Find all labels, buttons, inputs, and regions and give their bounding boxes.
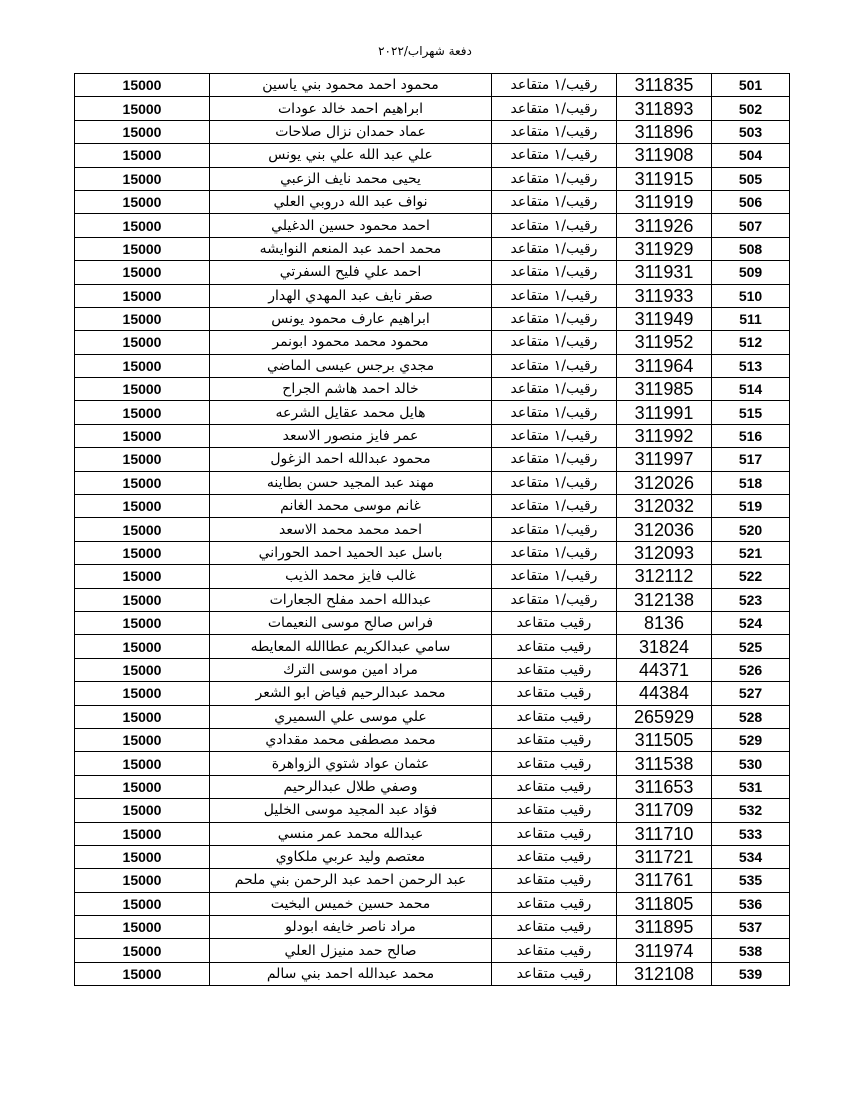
military-id-cell: 311893 [617, 97, 712, 120]
amount-cell: 15000 [75, 892, 210, 915]
rank-cell: رقيب متقاعد [492, 752, 617, 775]
name-cell: عمر فايز منصور الاسعد [210, 424, 492, 447]
serial-number-cell: 504 [712, 144, 790, 167]
rank-cell: رقيب/١ متقاعد [492, 565, 617, 588]
table-row [75, 775, 790, 798]
serial-number-cell: 518 [712, 471, 790, 494]
rank-cell: رقيب/١ متقاعد [492, 424, 617, 447]
serial-number-cell: 527 [712, 682, 790, 705]
name-cell: محمد حسين خميس البخيت [210, 892, 492, 915]
table-row [75, 799, 790, 822]
rank-cell: رقيب متقاعد [492, 892, 617, 915]
rank-cell: رقيب/١ متقاعد [492, 284, 617, 307]
military-id-cell: 311949 [617, 307, 712, 330]
rank-cell: رقيب متقاعد [492, 682, 617, 705]
military-id-cell: 312112 [617, 565, 712, 588]
serial-number-cell: 525 [712, 635, 790, 658]
military-id-cell: 311653 [617, 775, 712, 798]
military-id-cell: 311985 [617, 378, 712, 401]
rank-cell: رقيب/١ متقاعد [492, 237, 617, 260]
rank-cell: رقيب متقاعد [492, 822, 617, 845]
amount-cell: 15000 [75, 284, 210, 307]
table-row [75, 190, 790, 213]
serial-number-cell: 539 [712, 962, 790, 985]
serial-number-cell: 526 [712, 658, 790, 681]
rank-cell: رقيب/١ متقاعد [492, 74, 617, 97]
name-cell: باسل عبد الحميد احمد الحوراني [210, 541, 492, 564]
rank-cell: رقيب/١ متقاعد [492, 541, 617, 564]
serial-number-cell: 532 [712, 799, 790, 822]
roster-table [74, 73, 790, 986]
serial-number-cell: 506 [712, 190, 790, 213]
table-row [75, 658, 790, 681]
table-row [75, 916, 790, 939]
military-id-cell: 311895 [617, 916, 712, 939]
military-id-cell: 311709 [617, 799, 712, 822]
serial-number-cell: 537 [712, 916, 790, 939]
roster-table-body [75, 74, 790, 986]
rank-cell: رقيب/١ متقاعد [492, 448, 617, 471]
amount-cell: 15000 [75, 214, 210, 237]
name-cell: مراد امين موسى الترك [210, 658, 492, 681]
name-cell: غانم موسى محمد الغانم [210, 495, 492, 518]
serial-number-cell: 501 [712, 74, 790, 97]
rank-cell: رقيب متقاعد [492, 775, 617, 798]
amount-cell: 15000 [75, 962, 210, 985]
table-row [75, 869, 790, 892]
name-cell: احمد محمد محمد الاسعد [210, 518, 492, 541]
name-cell: وصفي طلال عبدالرحيم [210, 775, 492, 798]
table-row [75, 635, 790, 658]
military-id-cell: 311538 [617, 752, 712, 775]
serial-number-cell: 528 [712, 705, 790, 728]
serial-number-cell: 523 [712, 588, 790, 611]
name-cell: معتصم وليد عربي ملكاوي [210, 845, 492, 868]
amount-cell: 15000 [75, 658, 210, 681]
amount-cell: 15000 [75, 799, 210, 822]
table-row [75, 214, 790, 237]
military-id-cell: 311710 [617, 822, 712, 845]
name-cell: سامي عبدالكريم عطاالله المعايطه [210, 635, 492, 658]
serial-number-cell: 521 [712, 541, 790, 564]
table-row [75, 401, 790, 424]
rank-cell: رقيب/١ متقاعد [492, 518, 617, 541]
serial-number-cell: 533 [712, 822, 790, 845]
name-cell: ابراهيم احمد خالد عودات [210, 97, 492, 120]
rank-cell: رقيب متقاعد [492, 916, 617, 939]
name-cell: محمد عبدالله احمد بني سالم [210, 962, 492, 985]
military-id-cell: 311991 [617, 401, 712, 424]
military-id-cell: 311964 [617, 354, 712, 377]
name-cell: فؤاد عبد المجيد موسى الخليل [210, 799, 492, 822]
name-cell: يحيى محمد نايف الزعبي [210, 167, 492, 190]
military-id-cell: 311835 [617, 74, 712, 97]
rank-cell: رقيب متقاعد [492, 658, 617, 681]
serial-number-cell: 519 [712, 495, 790, 518]
name-cell: احمد علي فليح السفرتي [210, 261, 492, 284]
military-id-cell: 311926 [617, 214, 712, 237]
rank-cell: رقيب متقاعد [492, 962, 617, 985]
name-cell: عبد الرحمن احمد عبد الرحمن بني ملحم [210, 869, 492, 892]
military-id-cell: 311896 [617, 120, 712, 143]
military-id-cell: 312036 [617, 518, 712, 541]
military-id-cell: 311805 [617, 892, 712, 915]
serial-number-cell: 516 [712, 424, 790, 447]
rank-cell: رقيب/١ متقاعد [492, 307, 617, 330]
rank-cell: رقيب متقاعد [492, 869, 617, 892]
rank-cell: رقيب متقاعد [492, 845, 617, 868]
table-row [75, 565, 790, 588]
rank-cell: رقيب متقاعد [492, 799, 617, 822]
table-row [75, 354, 790, 377]
name-cell: صالح حمد منيزل العلي [210, 939, 492, 962]
serial-number-cell: 509 [712, 261, 790, 284]
table-row [75, 74, 790, 97]
amount-cell: 15000 [75, 682, 210, 705]
rank-cell: رقيب متقاعد [492, 728, 617, 751]
serial-number-cell: 534 [712, 845, 790, 868]
military-id-cell: 312032 [617, 495, 712, 518]
name-cell: احمد محمود حسين الدغيلي [210, 214, 492, 237]
rank-cell: رقيب/١ متقاعد [492, 378, 617, 401]
military-id-cell: 312138 [617, 588, 712, 611]
table-row [75, 518, 790, 541]
name-cell: محمد مصطفى محمد مقدادي [210, 728, 492, 751]
page-header: دفعة شهراب/٢٠٢٢ [378, 44, 472, 58]
table-row [75, 167, 790, 190]
amount-cell: 15000 [75, 705, 210, 728]
amount-cell: 15000 [75, 728, 210, 751]
name-cell: محمد عبدالرحيم فياض ابو الشعر [210, 682, 492, 705]
serial-number-cell: 513 [712, 354, 790, 377]
name-cell: عبدالله محمد عمر منسي [210, 822, 492, 845]
amount-cell: 15000 [75, 424, 210, 447]
rank-cell: رقيب/١ متقاعد [492, 190, 617, 213]
table-row [75, 939, 790, 962]
name-cell: ابراهيم عارف محمود يونس [210, 307, 492, 330]
military-id-cell: 311505 [617, 728, 712, 751]
military-id-cell: 311721 [617, 845, 712, 868]
name-cell: خالد احمد هاشم الجراح [210, 378, 492, 401]
rank-cell: رقيب/١ متقاعد [492, 97, 617, 120]
amount-cell: 15000 [75, 378, 210, 401]
amount-cell: 15000 [75, 916, 210, 939]
amount-cell: 15000 [75, 541, 210, 564]
amount-cell: 15000 [75, 939, 210, 962]
military-id-cell: 265929 [617, 705, 712, 728]
serial-number-cell: 536 [712, 892, 790, 915]
name-cell: مهند عبد المجيد حسن بطاينه [210, 471, 492, 494]
military-id-cell: 311908 [617, 144, 712, 167]
name-cell: صقر نايف عبد المهدي الهدار [210, 284, 492, 307]
serial-number-cell: 535 [712, 869, 790, 892]
table-row [75, 728, 790, 751]
table-row [75, 588, 790, 611]
military-id-cell: 311929 [617, 237, 712, 260]
serial-number-cell: 520 [712, 518, 790, 541]
table-row [75, 144, 790, 167]
amount-cell: 15000 [75, 307, 210, 330]
table-row [75, 845, 790, 868]
name-cell: علي موسى علي السميري [210, 705, 492, 728]
table-row [75, 120, 790, 143]
name-cell: هايل محمد عقايل الشرعه [210, 401, 492, 424]
table-row [75, 495, 790, 518]
amount-cell: 15000 [75, 845, 210, 868]
name-cell: مراد ناصر خايفه ابودلو [210, 916, 492, 939]
serial-number-cell: 505 [712, 167, 790, 190]
rank-cell: رقيب/١ متقاعد [492, 401, 617, 424]
table-row [75, 682, 790, 705]
amount-cell: 15000 [75, 354, 210, 377]
amount-cell: 15000 [75, 518, 210, 541]
military-id-cell: 312093 [617, 541, 712, 564]
amount-cell: 15000 [75, 401, 210, 424]
table-row [75, 822, 790, 845]
military-id-cell: 311915 [617, 167, 712, 190]
amount-cell: 15000 [75, 588, 210, 611]
military-id-cell: 44384 [617, 682, 712, 705]
name-cell: مجدي برجس عيسى الماضي [210, 354, 492, 377]
table-row [75, 97, 790, 120]
serial-number-cell: 522 [712, 565, 790, 588]
serial-number-cell: 515 [712, 401, 790, 424]
name-cell: محمد احمد عبد المنعم النوايشه [210, 237, 492, 260]
rank-cell: رقيب/١ متقاعد [492, 495, 617, 518]
rank-cell: رقيب متقاعد [492, 635, 617, 658]
name-cell: عماد حمدان نزال صلاحات [210, 120, 492, 143]
name-cell: محمود محمد محمود ابونمر [210, 331, 492, 354]
table-row [75, 284, 790, 307]
table-row [75, 471, 790, 494]
rank-cell: رقيب متقاعد [492, 705, 617, 728]
table-row [75, 448, 790, 471]
rank-cell: رقيب متقاعد [492, 611, 617, 634]
amount-cell: 15000 [75, 167, 210, 190]
rank-cell: رقيب متقاعد [492, 939, 617, 962]
serial-number-cell: 530 [712, 752, 790, 775]
table-row [75, 752, 790, 775]
military-id-cell: 8136 [617, 611, 712, 634]
military-id-cell: 311952 [617, 331, 712, 354]
amount-cell: 15000 [75, 635, 210, 658]
serial-number-cell: 503 [712, 120, 790, 143]
serial-number-cell: 502 [712, 97, 790, 120]
table-row [75, 237, 790, 260]
military-id-cell: 312026 [617, 471, 712, 494]
rank-cell: رقيب/١ متقاعد [492, 120, 617, 143]
rank-cell: رقيب/١ متقاعد [492, 167, 617, 190]
amount-cell: 15000 [75, 237, 210, 260]
table-row [75, 541, 790, 564]
amount-cell: 15000 [75, 471, 210, 494]
military-id-cell: 31824 [617, 635, 712, 658]
amount-cell: 15000 [75, 261, 210, 284]
amount-cell: 15000 [75, 120, 210, 143]
serial-number-cell: 507 [712, 214, 790, 237]
amount-cell: 15000 [75, 869, 210, 892]
rank-cell: رقيب/١ متقاعد [492, 331, 617, 354]
military-id-cell: 311992 [617, 424, 712, 447]
serial-number-cell: 511 [712, 307, 790, 330]
amount-cell: 15000 [75, 97, 210, 120]
military-id-cell: 311761 [617, 869, 712, 892]
military-id-cell: 311997 [617, 448, 712, 471]
serial-number-cell: 531 [712, 775, 790, 798]
military-id-cell: 44371 [617, 658, 712, 681]
rank-cell: رقيب/١ متقاعد [492, 471, 617, 494]
rank-cell: رقيب/١ متقاعد [492, 144, 617, 167]
name-cell: محمود احمد محمود بني ياسين [210, 74, 492, 97]
table-row [75, 424, 790, 447]
amount-cell: 15000 [75, 448, 210, 471]
military-id-cell: 311931 [617, 261, 712, 284]
table-row [75, 892, 790, 915]
name-cell: نواف عبد الله دروبي العلي [210, 190, 492, 213]
amount-cell: 15000 [75, 611, 210, 634]
table-row [75, 261, 790, 284]
serial-number-cell: 508 [712, 237, 790, 260]
name-cell: عبدالله احمد مفلح الجعارات [210, 588, 492, 611]
table-row [75, 307, 790, 330]
table-row [75, 378, 790, 401]
serial-number-cell: 517 [712, 448, 790, 471]
name-cell: عثمان عواد شتوي الزواهرة [210, 752, 492, 775]
amount-cell: 15000 [75, 331, 210, 354]
rank-cell: رقيب/١ متقاعد [492, 214, 617, 237]
table-row [75, 331, 790, 354]
serial-number-cell: 538 [712, 939, 790, 962]
name-cell: علي عبد الله علي بني يونس [210, 144, 492, 167]
serial-number-cell: 512 [712, 331, 790, 354]
serial-number-cell: 524 [712, 611, 790, 634]
name-cell: غالب فايز محمد الذيب [210, 565, 492, 588]
serial-number-cell: 529 [712, 728, 790, 751]
name-cell: فراس صالح موسى النعيمات [210, 611, 492, 634]
military-id-cell: 312108 [617, 962, 712, 985]
serial-number-cell: 510 [712, 284, 790, 307]
name-cell: محمود عبدالله احمد الزغول [210, 448, 492, 471]
amount-cell: 15000 [75, 190, 210, 213]
amount-cell: 15000 [75, 495, 210, 518]
amount-cell: 15000 [75, 74, 210, 97]
amount-cell: 15000 [75, 144, 210, 167]
military-id-cell: 311974 [617, 939, 712, 962]
rank-cell: رقيب/١ متقاعد [492, 354, 617, 377]
amount-cell: 15000 [75, 752, 210, 775]
table-row [75, 611, 790, 634]
serial-number-cell: 514 [712, 378, 790, 401]
rank-cell: رقيب/١ متقاعد [492, 261, 617, 284]
amount-cell: 15000 [75, 822, 210, 845]
amount-cell: 15000 [75, 775, 210, 798]
military-id-cell: 311919 [617, 190, 712, 213]
rank-cell: رقيب/١ متقاعد [492, 588, 617, 611]
military-id-cell: 311933 [617, 284, 712, 307]
table-row [75, 705, 790, 728]
table-row [75, 962, 790, 985]
amount-cell: 15000 [75, 565, 210, 588]
